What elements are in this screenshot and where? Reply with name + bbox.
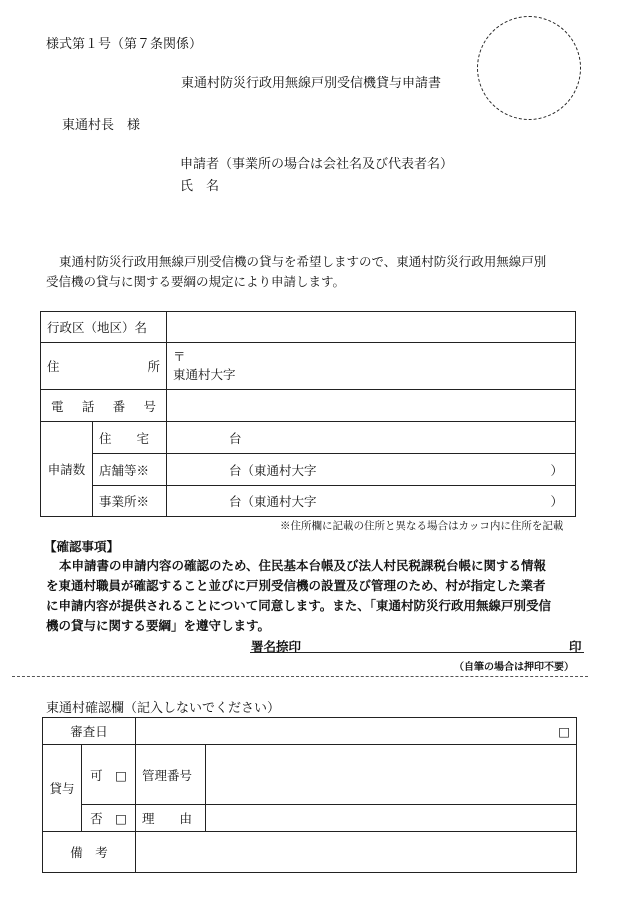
application-body <box>46 252 586 292</box>
count-shop-field[interactable]: 台（東通村大字 ） <box>167 454 576 486</box>
body-line-2: 受信機の貸与に関する要綱の規定により申請します。 <box>46 274 346 289</box>
addressee: 東通村長 様 <box>62 118 141 133</box>
form-number: 様式第１号（第７条関係） <box>46 37 203 52</box>
count-label: 申請数 <box>41 422 93 517</box>
address-field[interactable] <box>167 343 576 390</box>
count-office-field[interactable]: 台（東通村大字 ） <box>167 486 576 517</box>
signature-line[interactable] <box>250 652 584 653</box>
postal-mark: 〒 <box>173 349 186 364</box>
type-shop: 店舗等※ <box>93 454 167 486</box>
district-field[interactable] <box>167 312 576 343</box>
phone-label: 電 話 番 号 <box>41 390 167 422</box>
cut-line <box>12 676 588 677</box>
body-line-1: 東通村防災行政用無線戸別受信機の貸与を希望しますので、東通村防災行政用無線戸別 <box>59 254 547 269</box>
type-house: 住 宅 <box>93 422 167 454</box>
count-house-field[interactable]: 台 <box>167 422 576 454</box>
page-title: 東通村防災行政用無線戸別受信機貸与申請書 <box>181 76 442 91</box>
type-office: 事業所※ <box>93 486 167 517</box>
applicant-label: 申請者（事業所の場合は会社名及び代表者名） <box>180 157 454 172</box>
reason-label: 理 由 <box>136 805 206 832</box>
application-table <box>40 311 576 517</box>
phone-field[interactable] <box>167 390 576 422</box>
seal-mark: 印 <box>569 639 582 654</box>
remarks-field[interactable] <box>136 832 577 873</box>
management-number-field[interactable] <box>206 745 577 805</box>
seal-circle <box>477 16 581 120</box>
office-heading: 東通村確認欄（記入しないでください） <box>46 701 281 716</box>
review-date-field[interactable] <box>136 718 577 745</box>
management-number-label: 管理番号 <box>136 745 206 805</box>
review-date-label: 審査日 <box>43 718 136 745</box>
district-label: 行政区（地区）名 <box>41 312 167 343</box>
office-table <box>42 717 577 873</box>
confirm-text: 本申請書の申請内容の確認のため、住民基本台帳及び法人村民税課税台帳に関する情報 を東通村職員が確認すること並びに戸別受信機の設置及び管理のため、村が指定した業者 に申請内容が提供されることについて同意します。また、「東通村防災行政用無線戸別受信 機の貸与に関する要綱」を遵守します。 <box>46 558 552 633</box>
reason-field[interactable] <box>206 805 577 832</box>
signature-note: （自筆の場合は押印不要） <box>454 662 574 673</box>
signature-label: 署名捺印 <box>251 639 302 654</box>
deny-checkbox[interactable]: 否 □ <box>82 805 136 832</box>
applicant-name-label: 氏 名 <box>180 179 220 194</box>
confirm-heading: 【確認事項】 <box>44 539 120 554</box>
address-prefix: 東通村大字 <box>173 367 236 382</box>
review-checkbox[interactable]: □ <box>558 723 570 739</box>
table-note: ※住所欄に記載の住所と異なる場合はカッコ内に住所を記載 <box>280 520 564 532</box>
address-label: 住 所 <box>41 343 167 390</box>
remarks-label: 備 考 <box>43 832 136 873</box>
approve-checkbox[interactable]: 可 □ <box>82 745 136 805</box>
lend-label: 貸与 <box>43 745 82 832</box>
